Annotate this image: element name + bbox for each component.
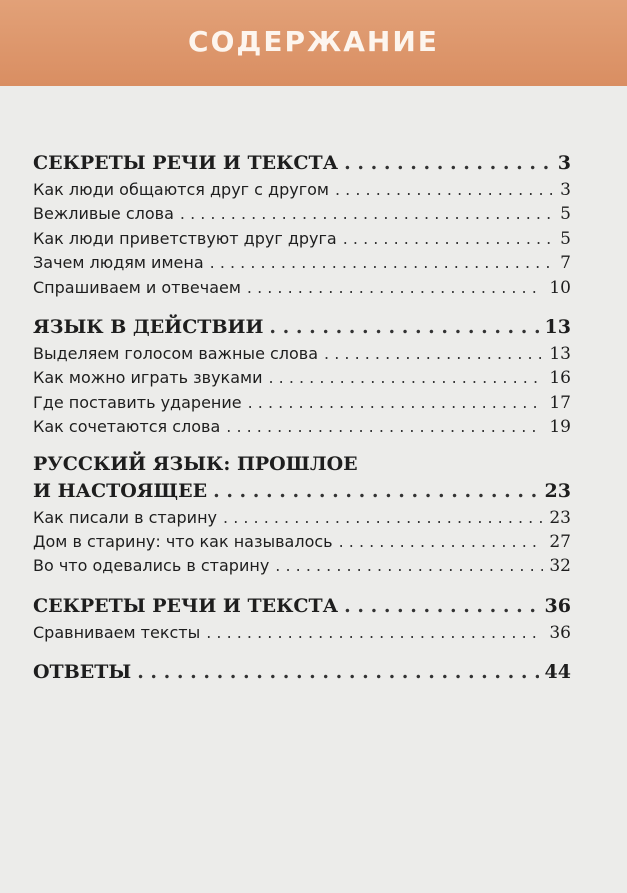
toc-item-label: Вежливые слова — [33, 204, 174, 224]
toc-leader-dots — [213, 476, 538, 506]
toc-leader-dots — [339, 530, 544, 554]
toc-leader-dots — [324, 342, 543, 366]
toc-item[interactable] — [33, 366, 571, 390]
toc-leader-dots — [335, 178, 554, 202]
toc-leader-dots — [269, 312, 538, 342]
toc-section-heading[interactable] — [33, 148, 571, 178]
toc-leader-dots — [247, 276, 543, 300]
toc-section — [33, 452, 571, 579]
toc-leader-dots — [210, 251, 555, 275]
toc-section — [33, 148, 571, 300]
toc-leader-dots — [344, 591, 538, 621]
toc-leader-dots — [344, 148, 552, 178]
toc-item-label: Дом в старину: что как называлось — [33, 531, 333, 551]
toc-section-title: ЯЗЫК В ДЕЙСТВИИ — [33, 315, 264, 338]
toc-item[interactable] — [33, 227, 571, 251]
toc-page-number: 27 — [549, 531, 571, 552]
toc-page-number: 23 — [549, 507, 571, 528]
toc-item-label: Как можно играть звуками — [33, 368, 263, 388]
toc-section-heading[interactable] — [33, 312, 571, 342]
toc-item[interactable] — [33, 506, 571, 530]
toc-item[interactable] — [33, 251, 571, 275]
toc-item-label: Как писали в старину — [33, 507, 218, 527]
toc-section-title-line1: РУССКИЙ ЯЗЫК: ПРОШЛОЕ — [33, 452, 358, 475]
toc-leader-dots — [226, 415, 543, 439]
contents-title: СОДЕРЖАНИЕ — [188, 24, 439, 58]
toc-leader-dots — [275, 554, 543, 578]
toc-item[interactable] — [33, 391, 571, 415]
toc-section-heading[interactable] — [33, 476, 571, 506]
toc-item[interactable] — [33, 530, 571, 554]
toc-page-number: 44 — [544, 661, 571, 684]
toc-item[interactable] — [33, 178, 571, 202]
toc-item-label: Сравниваем тексты — [33, 622, 201, 642]
toc-section-heading[interactable] — [33, 657, 571, 687]
toc-leader-dots — [137, 657, 538, 687]
toc-page-number: 13 — [544, 315, 571, 338]
toc-leader-dots — [268, 366, 543, 390]
toc-section-title: ОТВЕТЫ — [33, 661, 132, 684]
toc-page-number: 23 — [544, 479, 571, 502]
toc-leader-dots — [180, 202, 554, 226]
toc-item-label: Где поставить ударение — [33, 392, 242, 412]
contents-header-band — [0, 0, 627, 86]
toc-page-number: 10 — [549, 277, 571, 298]
toc-page-number: 13 — [549, 343, 571, 364]
toc-leader-dots — [206, 621, 543, 645]
toc-leader-dots — [223, 506, 543, 530]
toc-page-number: 5 — [560, 228, 571, 249]
toc-item[interactable] — [33, 276, 571, 300]
toc-leader-dots — [248, 391, 544, 415]
toc-page-number: 7 — [560, 253, 571, 274]
toc-item-label: Во что одевались в старину — [33, 556, 270, 576]
toc-item[interactable] — [33, 554, 571, 578]
toc-item-label: Спрашиваем и отвечаем — [33, 277, 241, 297]
toc-item-label: Зачем людям имена — [33, 253, 204, 273]
toc-leader-dots — [343, 227, 554, 251]
toc-item[interactable] — [33, 621, 571, 645]
toc-item-label: Как сочетаются слова — [33, 417, 221, 437]
toc-section-title: СЕКРЕТЫ РЕЧИ И ТЕКСТА — [33, 152, 339, 174]
toc-section-heading[interactable] — [33, 591, 571, 621]
toc-section — [33, 591, 571, 645]
toc-section-title: И НАСТОЯЩЕЕ — [33, 479, 208, 502]
toc-section — [33, 657, 571, 687]
toc-page-number: 17 — [549, 392, 571, 413]
toc-item-label: Выделяем голосом важные слова — [33, 343, 319, 363]
toc-page-number: 36 — [549, 622, 571, 643]
toc-item[interactable] — [33, 202, 571, 226]
toc-page-number: 3 — [560, 180, 571, 200]
toc-page-number: 19 — [549, 417, 571, 438]
toc-item[interactable] — [33, 415, 571, 439]
toc-page-number: 16 — [549, 368, 571, 389]
toc-page-number: 5 — [560, 204, 571, 225]
toc-page-number: 32 — [549, 556, 571, 577]
toc-item[interactable] — [33, 342, 571, 366]
toc-page-number: 3 — [557, 152, 571, 174]
table-of-contents — [33, 148, 571, 699]
toc-item-label: Как люди приветствуют друг друга — [33, 228, 337, 248]
toc-page-number: 36 — [544, 594, 571, 617]
toc-item-label: Как люди общаются друг с другом — [33, 180, 329, 199]
toc-section — [33, 312, 571, 440]
toc-section-title: СЕКРЕТЫ РЕЧИ И ТЕКСТА — [33, 594, 339, 617]
